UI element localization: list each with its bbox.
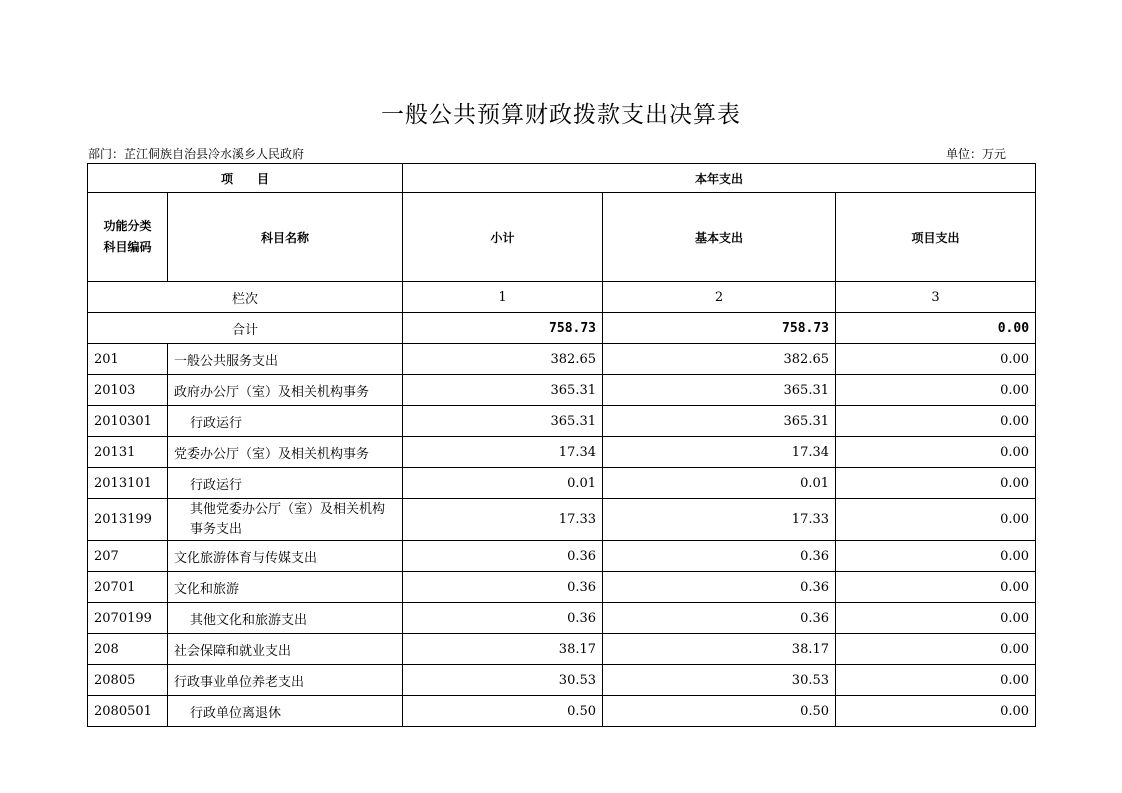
- row-subtotal: 0.36: [403, 603, 603, 634]
- row-code: 201: [88, 344, 168, 375]
- header-project-exp: 项目支出: [836, 193, 1036, 282]
- row-subject-name: 社会保障和就业支出: [168, 634, 403, 665]
- row-code: 2070199: [88, 603, 168, 634]
- header-project: 项 目: [88, 164, 403, 193]
- row-project: 0.00: [836, 406, 1036, 437]
- header-func-code: 功能分类 科目编码: [88, 193, 168, 282]
- row-code: 207: [88, 541, 168, 572]
- table-row: [88, 344, 1036, 375]
- row-basic: 0.36: [603, 541, 836, 572]
- row-subtotal: 0.36: [403, 572, 603, 603]
- header-current-year: 本年支出: [403, 164, 1036, 193]
- row-code: 20701: [88, 572, 168, 603]
- row-subtotal: 17.33: [403, 499, 603, 541]
- total-project: 0.00: [836, 313, 1036, 344]
- row-project: 0.00: [836, 437, 1036, 468]
- row-subtotal: 0.50: [403, 696, 603, 727]
- row-subject-name: 党委办公厅（室）及相关机构事务: [168, 437, 403, 468]
- row-code: 20131: [88, 437, 168, 468]
- column-no-label: 栏次: [88, 282, 403, 313]
- row-basic: 38.17: [603, 634, 836, 665]
- total-subtotal: 758.73: [403, 313, 603, 344]
- row-subject-name: 文化旅游体育与传媒支出: [168, 541, 403, 572]
- row-basic: 17.34: [603, 437, 836, 468]
- row-subtotal: 30.53: [403, 665, 603, 696]
- unit-label: 单位：万元: [946, 147, 1007, 161]
- row-basic: 0.50: [603, 696, 836, 727]
- table-row: [88, 468, 1036, 499]
- row-subtotal: 365.31: [403, 406, 603, 437]
- row-basic: 365.31: [603, 406, 836, 437]
- column-no-2: 2: [603, 282, 836, 313]
- row-subject-name: 行政运行: [168, 406, 403, 437]
- row-code: 208: [88, 634, 168, 665]
- table-row: [88, 603, 1036, 634]
- row-subtotal: 382.65: [403, 344, 603, 375]
- row-subject-name: 其他党委办公厅（室）及相关机构事务支出: [168, 499, 403, 541]
- total-label: 合计: [88, 313, 403, 344]
- row-code: 2013199: [88, 499, 168, 541]
- row-project: 0.00: [836, 572, 1036, 603]
- row-subject-name: 文化和旅游: [168, 572, 403, 603]
- table-row: [88, 375, 1036, 406]
- table-row: [88, 696, 1036, 727]
- row-code: 20805: [88, 665, 168, 696]
- row-subject-name: 其他文化和旅游支出: [168, 603, 403, 634]
- row-project: 0.00: [836, 634, 1036, 665]
- column-no-1: 1: [403, 282, 603, 313]
- row-subtotal: 0.36: [403, 541, 603, 572]
- row-project: 0.00: [836, 696, 1036, 727]
- row-code: 2080501: [88, 696, 168, 727]
- row-basic: 365.31: [603, 375, 836, 406]
- row-subject-name: 政府办公厅（室）及相关机构事务: [168, 375, 403, 406]
- total-basic: 758.73: [603, 313, 836, 344]
- report-title: 一般公共预算财政拨款支出决算表: [381, 102, 741, 128]
- table-row: [88, 665, 1036, 696]
- row-basic: 382.65: [603, 344, 836, 375]
- row-project: 0.00: [836, 541, 1036, 572]
- row-project: 0.00: [836, 665, 1036, 696]
- row-project: 0.00: [836, 468, 1036, 499]
- header-subtotal: 小计: [403, 193, 603, 282]
- row-project: 0.00: [836, 344, 1036, 375]
- row-subject-name: 行政单位离退休: [168, 696, 403, 727]
- row-code: 20103: [88, 375, 168, 406]
- row-subject-name: 一般公共服务支出: [168, 344, 403, 375]
- table-row: [88, 499, 1036, 541]
- expenditure-table: [87, 163, 1036, 727]
- department-label: 部门：芷江侗族自治县冷水溪乡人民政府: [88, 147, 305, 161]
- row-code: 2010301: [88, 406, 168, 437]
- table-row: [88, 572, 1036, 603]
- row-subject-name: 行政运行: [168, 468, 403, 499]
- header-basic: 基本支出: [603, 193, 836, 282]
- row-code: 2013101: [88, 468, 168, 499]
- row-subtotal: 17.34: [403, 437, 603, 468]
- row-basic: 30.53: [603, 665, 836, 696]
- header-subject-name: 科目名称: [168, 193, 403, 282]
- table-row: [88, 541, 1036, 572]
- row-subtotal: 0.01: [403, 468, 603, 499]
- row-subtotal: 365.31: [403, 375, 603, 406]
- total-row: [88, 313, 1036, 344]
- row-subject-name: 行政事业单位养老支出: [168, 665, 403, 696]
- row-basic: 0.01: [603, 468, 836, 499]
- row-basic: 0.36: [603, 572, 836, 603]
- table-row: [88, 406, 1036, 437]
- row-project: 0.00: [836, 603, 1036, 634]
- row-basic: 17.33: [603, 499, 836, 541]
- column-no-3: 3: [836, 282, 1036, 313]
- row-project: 0.00: [836, 499, 1036, 541]
- table-row: [88, 634, 1036, 665]
- row-project: 0.00: [836, 375, 1036, 406]
- row-basic: 0.36: [603, 603, 836, 634]
- row-subtotal: 38.17: [403, 634, 603, 665]
- table-row: [88, 437, 1036, 468]
